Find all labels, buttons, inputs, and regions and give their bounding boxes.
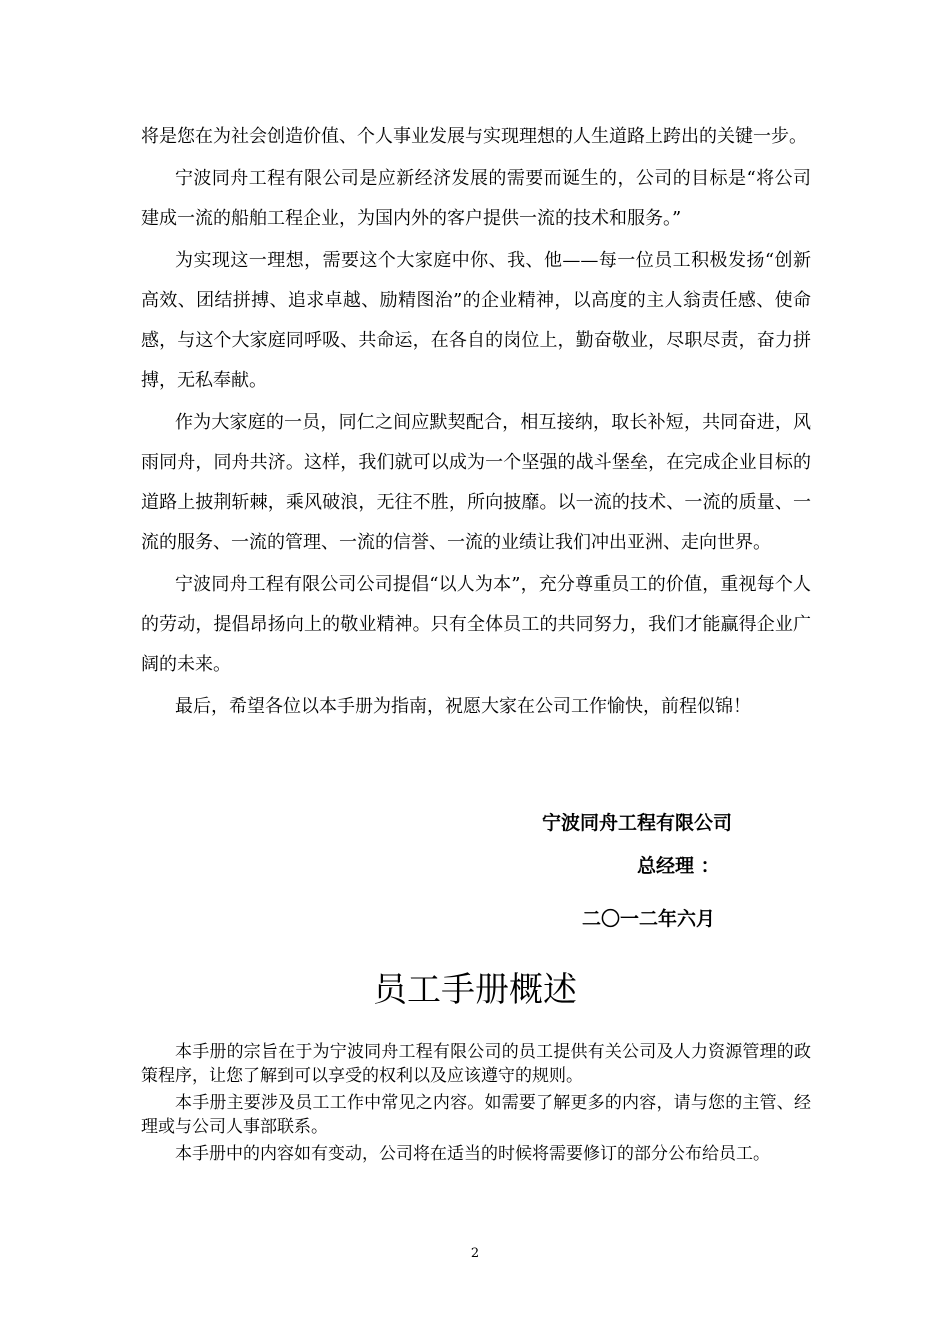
letter-paragraph: 作为大家庭的一员，同仁之间应默契配合，相互接纳，取长补短，共同奋进，风雨同舟，同舟共济。这样，我们就可以成为一个坚强的战斗堡垒，在完成企业目标的道路上披荆斩棘，乘风破浪，无往不胜，所向披靡。以一流的技术、一流的质量、一流的服务、一流的管理、一流的信誉、一流的业绩让我们冲出亚洲、走向世界。: [141, 412, 811, 553]
letter-paragraph: 宁波同舟工程有限公司公司提倡“以人为本”，充分尊重员工的价值，重视每个人的劳动，提倡昂扬向上的敬业精神。只有全体员工的共同努力，我们才能赢得企业广阔的未来。: [141, 574, 811, 675]
letter-paragraph: 宁波同舟工程有限公司是应新经济发展的需要而诞生的，公司的目标是“将公司建成一流的船舶工程企业，为国内外的客户提供一流的技术和服务。”: [141, 168, 811, 229]
letter-paragraph: 最后，希望各位以本手册为指南，祝愿大家在公司工作愉快，前程似锦！: [175, 696, 751, 717]
letter-body: [141, 117, 811, 729]
signature-company: 宁波同舟工程有限公司: [542, 812, 733, 834]
letter-paragraph: 为实现这一理想，需要这个大家庭中你、我、他——每一位员工积极发扬“创新高效、团结拼搏、追求卓越、励精图治”的企业精神，以高度的主人翁责任感、使命感，与这个大家庭同呼吸、共命运，在各自的岗位上，勤奋敬业，尽职尽责，奋力拼搏，无私奉献。: [141, 250, 811, 391]
overview-paragraph: 本手册中的内容如有变动，公司将在适当的时候将需要修订的部分公布给员工。: [175, 1144, 770, 1164]
overview-paragraph: 本手册的宗旨在于为宁波同舟工程有限公司的员工提供有关公司及人力资源管理的政策程序，让您了解到可以享受的权利以及应该遵守的规则。: [141, 1042, 811, 1086]
page-number: 2: [470, 1246, 480, 1261]
overview-body: [141, 1040, 811, 1169]
letter-paragraph: 将是您在为社会创造价值、个人事业发展与实现理想的人生道路上跨出的关键一步。: [141, 126, 807, 147]
signature-title: 总经理 ：: [637, 855, 720, 877]
overview-paragraph: 本手册主要涉及员工工作中常见之内容。如需要了解更多的内容，请与您的主管、经理或与公司人事部联系。: [141, 1093, 811, 1137]
section-heading: 员工手册概述: [373, 970, 577, 1010]
signature-date: 二〇一二年六月: [582, 908, 716, 930]
